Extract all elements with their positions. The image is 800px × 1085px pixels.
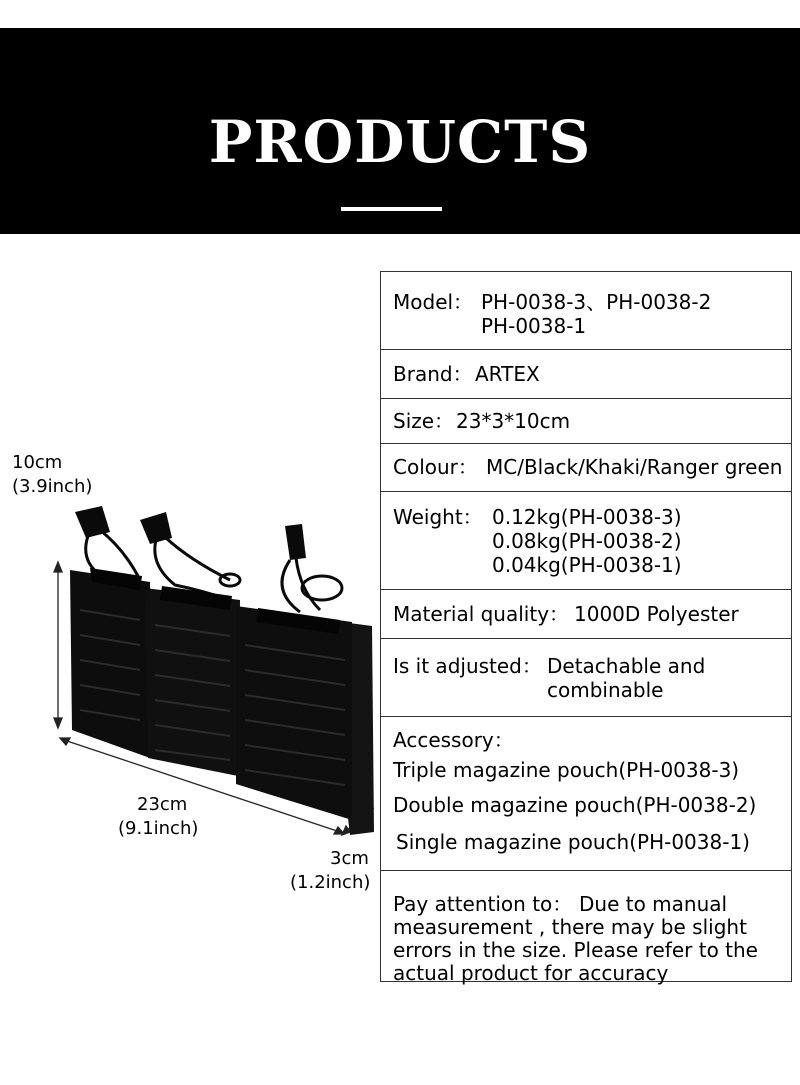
accessory-item-single: Single magazine pouch(PH-0038-1) [396,830,750,854]
material-value: 1000D Polyester [574,602,739,626]
spec-row-adjusted [381,639,791,717]
spec-table [380,271,792,985]
height-inch-label: (3.9inch) [12,476,93,497]
accessory-item-triple: Triple magazine pouch(PH-0038-3) [393,758,740,782]
spec-row-weight [381,492,791,590]
depth-inch-label: (1.2inch) [290,872,371,893]
brand-label: Brand： [393,362,473,386]
title-underline [341,207,442,211]
note-text-line2: measurement , there may be slight [393,915,747,939]
size-label: Size： [393,409,455,433]
weight-value-line1: 0.12kg(PH-0038-3) [492,505,682,529]
note-label: Pay attention to： [393,892,573,916]
depth-cm-label: 3cm [330,848,369,869]
model-value-line1: PH-0038-3、PH-0038-2 [481,290,712,314]
spec-row-material [381,590,791,639]
note-text-line3: errors in the size. Please refer to the [393,938,758,962]
header-banner [0,28,800,234]
colour-value: MC/Black/Khaki/Ranger green [486,455,783,479]
width-cm-label: 23cm [137,794,188,815]
spec-row-note [381,871,791,985]
spec-row-model [381,272,791,350]
triple-magazine-pouch-image [0,440,380,860]
accessory-label: Accessory： [393,728,514,752]
size-value: 23*3*10cm [456,409,571,433]
adjusted-value-line1: Detachable and [547,654,706,678]
weight-value-line2: 0.08kg(PH-0038-2) [492,529,682,553]
adjusted-label: Is it adjusted： [393,654,542,678]
spec-row-brand [381,350,791,399]
model-label: Model： [393,290,474,314]
width-inch-label: (9.1inch) [118,818,199,839]
brand-value: ARTEX [475,362,540,386]
spec-row-size [381,399,791,444]
spec-row-accessory [381,717,791,871]
note-text-line1: Due to manual [579,892,728,916]
weight-label: Weight： [393,505,483,529]
page-title: PRODUCTS [208,108,592,176]
weight-value-line3: 0.04kg(PH-0038-1) [492,553,682,577]
note-text-line4: actual product for accuracy [393,961,669,985]
colour-label: Colour： [393,455,478,479]
spec-row-colour [381,444,791,492]
model-value-line2: PH-0038-1 [481,314,587,338]
material-label: Material quality： [393,602,570,626]
accessory-item-double: Double magazine pouch(PH-0038-2) [393,793,757,817]
adjusted-value-line2: combinable [547,678,664,702]
height-cm-label: 10cm [12,452,63,473]
